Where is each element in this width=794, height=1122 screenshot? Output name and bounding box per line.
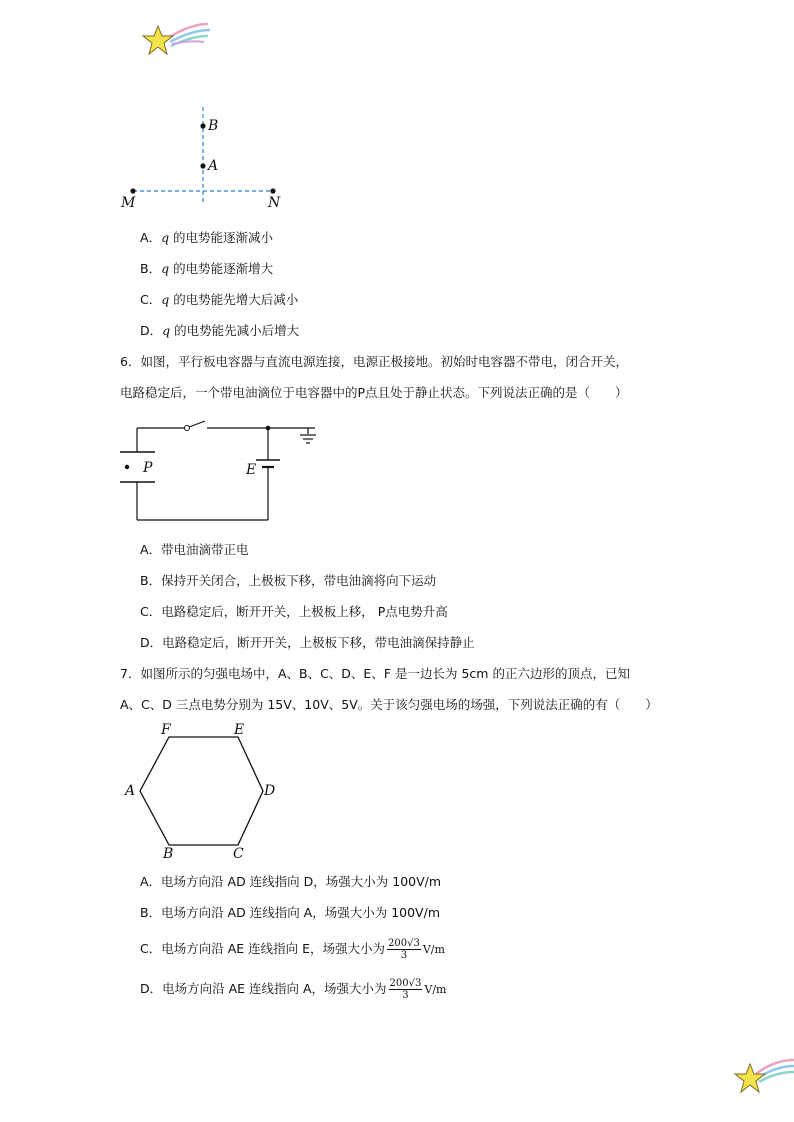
label-p: P — [143, 460, 153, 476]
q5-option-d: D．q 的电势能先减小后增大 — [140, 323, 300, 338]
q7-stem-line1: 7．如图所示的匀强电场中，A、B、C、D、E、F 是一边长为 5cm 的正六边形的顶点，已知 — [120, 666, 630, 681]
hexagon-figure — [115, 725, 285, 860]
label-e-hex: E — [234, 722, 245, 738]
label-b: B — [208, 118, 219, 134]
q6-option-a: A．带电油滴带正电 — [140, 542, 249, 557]
q6-stem-line1: 6．如图，平行板电容器与直流电源连接，电源正极接地。初始时电容器不带电，闭合开关， — [120, 354, 628, 369]
label-e: E — [246, 462, 257, 478]
label-b-hex: B — [163, 846, 174, 862]
q5-option-a: A．q 的电势能逐渐减小 — [140, 230, 274, 245]
q6-option-c: C．电路稳定后，断开开关，上极板上移， P点电势升高 — [140, 604, 448, 619]
label-n: N — [268, 195, 281, 211]
q7-option-a: A．电场方向沿 AD 连线指向 D，场强大小为 100V/m — [140, 874, 442, 889]
q7-option-c: C．电场方向沿 AE 连线指向 E，场强大小为 $\frac{200√3}{3}$ V/m — [140, 938, 445, 961]
point-a — [200, 163, 205, 168]
q7-c-fraction: $\frac{200√3}{3}$ — [388, 938, 420, 961]
q5-option-c: C．q 的电势能先增大后减小 — [140, 292, 299, 307]
q6-stem-line2: 电路稳定后，一个带电油滴位于电容器中的P点且处于静止状态。下列说法正确的是（ ） — [120, 385, 628, 400]
label-a-hex: A — [125, 783, 136, 799]
shooting-star-icon — [140, 18, 215, 60]
q7-d-fraction: $\frac{200√3}{3}$ — [389, 978, 422, 1001]
q7-option-d: D．电场方向沿 AE 连线指向 A，场强大小为 $\frac{200√3}{3}$ V/m — [140, 978, 447, 1001]
point-b — [200, 123, 205, 128]
q7-stem-line2: A、C、D 三点电势分别为 15V、10V、5V。关于该匀强电场的场强，下列说法正确的有（ ） — [120, 697, 658, 712]
label-c: C — [233, 846, 244, 862]
point-n — [270, 188, 275, 193]
label-d: D — [264, 783, 276, 799]
q7-option-b: B．电场方向沿 AD 连线指向 A，场强大小为 100V/m — [140, 905, 440, 920]
q5-option-b: B．q 的电势能逐渐增大 — [140, 261, 274, 276]
q6-option-b: B．保持开关闭合，上极板下移，带电油滴将向下运动 — [140, 573, 437, 588]
shooting-star-icon — [730, 1052, 794, 1096]
label-f: F — [161, 722, 171, 738]
q6-option-d: D．电路稳定后，断开开关，上极板下移，带电油滴保持静止 — [140, 635, 475, 650]
label-m: M — [121, 195, 136, 211]
point-m — [130, 188, 135, 193]
label-a: A — [208, 158, 219, 174]
